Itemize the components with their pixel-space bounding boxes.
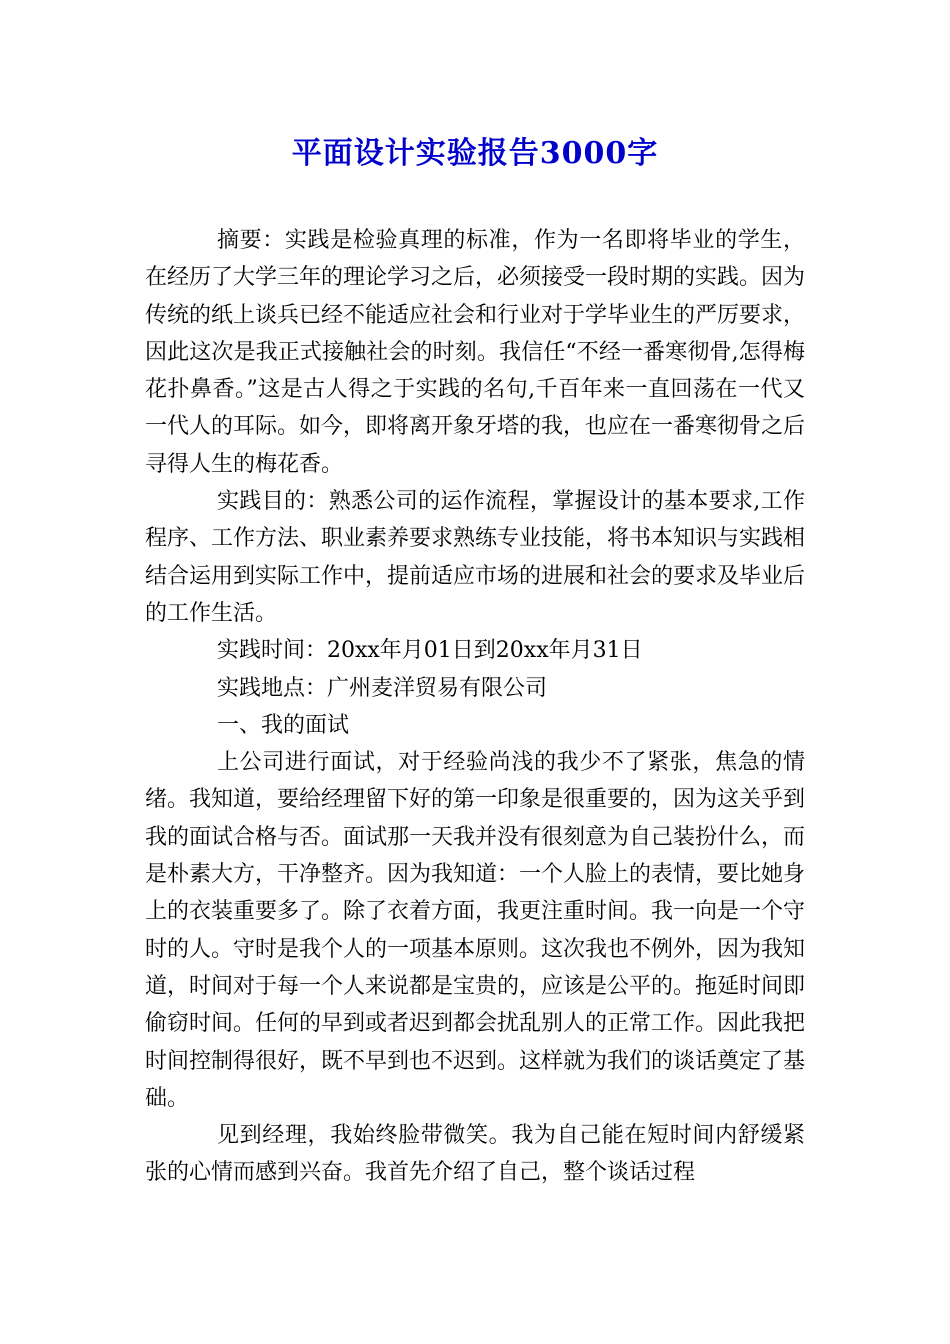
paragraph-interview: 上公司进行面试，对于经验尚浅的我少不了紧张，焦急的情绪。我知道，要给经理留下好的第一印象是很重要的，因为这关乎到我的面试合格与否。面试那一天我并没有很刻意为自己装扮什么，而是朴素大方，干净整齐。因为我知道：一个人脸上的表情，要比她身上的衣装重要多了。除了衣着方面，我更注重时间。我一向是一个守时的人。守时是我个人的一项基本原则。这次我也不例外，因为我知道，时间对于每一个人来说都是宝贵的，应该是公平的。拖延时间即偷窃时间。任何的早到或者迟到都会扰乱别人的正常工作。因此我把时间控制得很好，既不早到也不迟到。这样就为我们的谈话奠定了基础。 — [145, 750, 806, 1111]
paragraph-meeting-manager: 见到经理，我始终脸带微笑。我为自己能在短时间内舒缓紧张的心情而感到兴奋。我首先介绍了自己，整个谈话过程 — [145, 1123, 805, 1186]
paragraph-location: 实践地点：广州麦洋贸易有限公司 — [217, 675, 548, 701]
paragraph-time: 实践时间：20xx年月01日到20xx年月31日 — [217, 638, 643, 664]
document-body — [145, 222, 805, 1192]
paragraph-abstract: 摘要：实践是检验真理的标准，作为一名即将毕业的学生，在经历了大学三年的理论学习之后，必须接受一段时期的实践。因为传统的纸上谈兵已经不能适应社会和行业对于学毕业生的严厉要求，因此这次是我正式接触社会的时刻。我信任“不经一番寒彻骨,怎得梅花扑鼻香。”这是古人得之于实践的名句,千百年来一直回荡在一代又一代人的耳际。如今，即将离开象牙塔的我，也应在一番寒彻骨之后寻得人生的梅花香。 — [145, 228, 806, 477]
document-title: 平面设计实验报告3000字 — [291, 136, 659, 171]
paragraph-purpose: 实践目的：熟悉公司的运作流程，掌握设计的基本要求,工作程序、工作方法、职业素养要求熟练专业技能，将书本知识与实践相结合运用到实际工作中，提前适应市场的进展和社会的要求及毕业后的工作生活。 — [145, 489, 806, 626]
section-heading-interview: 一、我的面试 — [217, 712, 350, 738]
